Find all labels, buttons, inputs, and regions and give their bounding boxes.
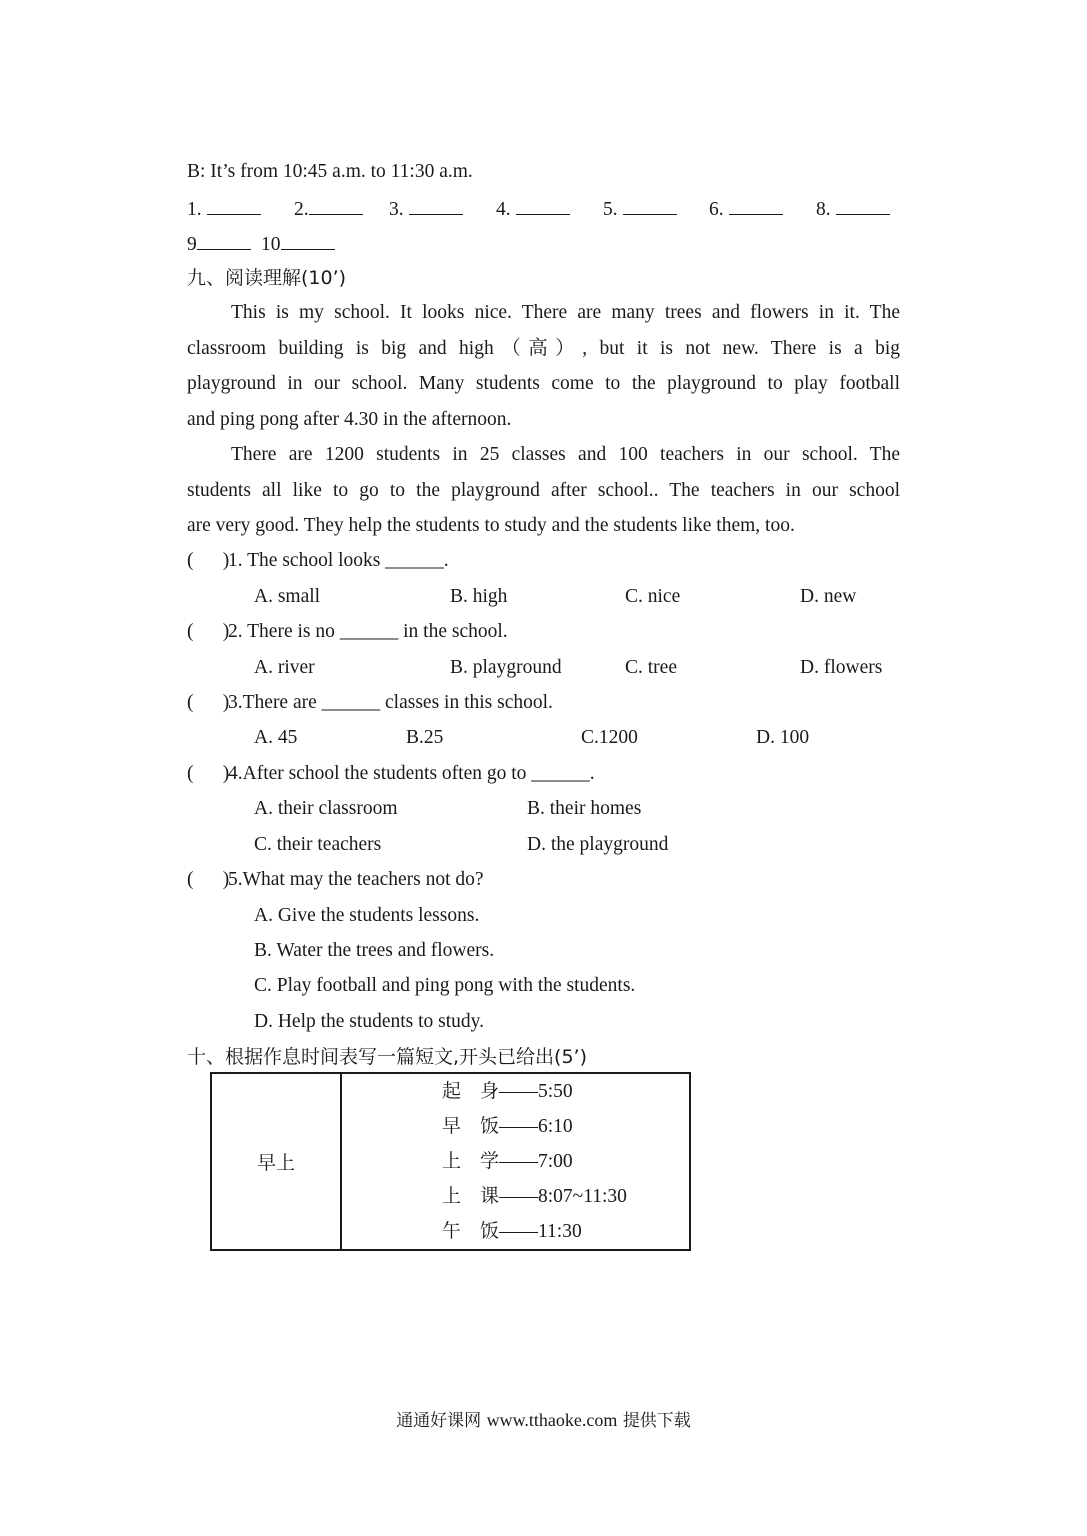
- answer-blank-4: [496, 196, 570, 222]
- time: ——7:00: [499, 1151, 573, 1172]
- question-text: 1. The school looks ______.: [228, 550, 449, 571]
- activity: 午 饭: [442, 1220, 500, 1242]
- question-text: 3.There are ______ classes in this school.: [228, 692, 553, 713]
- answer-blank-9: [187, 231, 251, 257]
- blank-line: [409, 196, 463, 215]
- answer-paren: ( ): [187, 692, 230, 713]
- answer-blank-10: [261, 231, 335, 257]
- schedule-row: [342, 1109, 689, 1144]
- blank-line: [281, 231, 335, 250]
- blank-line: [623, 196, 677, 215]
- time-of-day-label: 早上: [211, 1073, 341, 1250]
- time: ——6:10: [499, 1116, 573, 1137]
- option-b: B. playground: [450, 657, 562, 678]
- answer-blank-3: [389, 196, 463, 222]
- option-c: C.1200: [581, 727, 638, 748]
- blank-number: 5.: [603, 199, 618, 220]
- blank-number: 9: [187, 234, 197, 255]
- blank-number: 10: [261, 234, 281, 255]
- option-a: A. Give the students lessons.: [254, 905, 480, 926]
- section-10-title: 十、根据作息时间表写一篇短文,开头已给出(5’): [187, 1046, 587, 1068]
- option-d: D. the playground: [527, 834, 669, 855]
- time: ——5:50: [499, 1081, 573, 1102]
- activity: 起 身: [442, 1080, 500, 1102]
- option-c: C. Play football and ping pong with the students.: [254, 975, 636, 996]
- time: ——8:07~11:30: [499, 1186, 627, 1207]
- answer-blank-6: [709, 196, 783, 222]
- question-text: 4.After school the students often go to ______.: [228, 763, 595, 784]
- option-c: C. nice: [625, 586, 681, 607]
- option-a: A. 45: [254, 727, 298, 748]
- question-text: 2. There is no ______ in the school.: [228, 621, 508, 642]
- blank-line: [729, 196, 783, 215]
- option-b: B. Water the trees and flowers.: [254, 940, 495, 961]
- time: ——11:30: [499, 1221, 582, 1242]
- paragraph-line: and ping pong after 4.30 in the afternoon.: [187, 409, 512, 430]
- option-d: D. new: [800, 586, 857, 607]
- footer-note: 提供下载: [622, 1411, 691, 1431]
- schedule-table: [210, 1072, 691, 1251]
- answer-paren: ( ): [187, 550, 230, 571]
- option-d: D. Help the students to study.: [254, 1011, 485, 1032]
- option-a: A. small: [254, 586, 321, 607]
- blank-number: 2.: [294, 199, 309, 220]
- blank-line: [207, 196, 261, 215]
- activity: 上 学: [442, 1150, 500, 1172]
- option-a: A. their classroom: [254, 798, 398, 819]
- answer-paren: ( ): [187, 869, 230, 890]
- answer-blank-2: [294, 196, 363, 222]
- blank-line: [309, 196, 363, 215]
- option-d: D. 100: [756, 727, 810, 748]
- dialogue-line: B: It’s from 10:45 a.m. to 11:30 a.m.: [187, 161, 473, 182]
- paragraph-line: are very good. They help the students to study and the students like them, too.: [187, 515, 795, 536]
- blank-line: [197, 231, 251, 250]
- option-a: A. river: [254, 657, 315, 678]
- option-b: B.25: [406, 727, 444, 748]
- paragraph-line: students all like to go to the playground after school.. The teachers in our school: [187, 480, 900, 501]
- schedule-row: [342, 1074, 689, 1109]
- schedule-row: [342, 1214, 689, 1249]
- blank-line: [836, 196, 890, 215]
- blank-number: 4.: [496, 199, 511, 220]
- paragraph-line: playground in our school. Many students come to the playground to play football: [187, 373, 900, 394]
- activity: 上 课: [442, 1185, 500, 1207]
- answer-paren: ( ): [187, 621, 230, 642]
- answer-blank-1: [187, 196, 261, 222]
- blank-line: [516, 196, 570, 215]
- blank-number: 6.: [709, 199, 724, 220]
- option-c: C. tree: [625, 657, 677, 678]
- paragraph-line: This is my school. It looks nice. There are many trees and flowers in it. The: [231, 302, 900, 323]
- answer-paren: ( ): [187, 763, 230, 784]
- answer-blank-5: [603, 196, 677, 222]
- footer-brand: 通通好课网: [396, 1411, 482, 1431]
- answer-blank-8: [816, 196, 890, 222]
- option-d: D. flowers: [800, 657, 883, 678]
- footer-website[interactable]: www.tthaoke.com: [486, 1410, 618, 1430]
- blank-number: 8.: [816, 199, 831, 220]
- question-text: 5.What may the teachers not do?: [228, 869, 484, 890]
- schedule-row: [342, 1144, 689, 1179]
- blank-number: 1.: [187, 199, 202, 220]
- page-footer: [0, 1408, 1087, 1433]
- option-b: B. their homes: [527, 798, 642, 819]
- option-b: B. high: [450, 586, 508, 607]
- section-9-title: 九、阅读理解(10’): [187, 267, 347, 289]
- blank-number: 3.: [389, 199, 404, 220]
- schedule-row: [342, 1179, 689, 1214]
- activity: 早 饭: [442, 1115, 500, 1137]
- paragraph-line: classroom building is big and high（高）, but it is not new. There is a big: [187, 338, 900, 359]
- option-c: C. their teachers: [254, 834, 382, 855]
- paragraph-line: There are 1200 students in 25 classes and 100 teachers in our school. The: [231, 444, 900, 465]
- schedule-items: [341, 1073, 690, 1250]
